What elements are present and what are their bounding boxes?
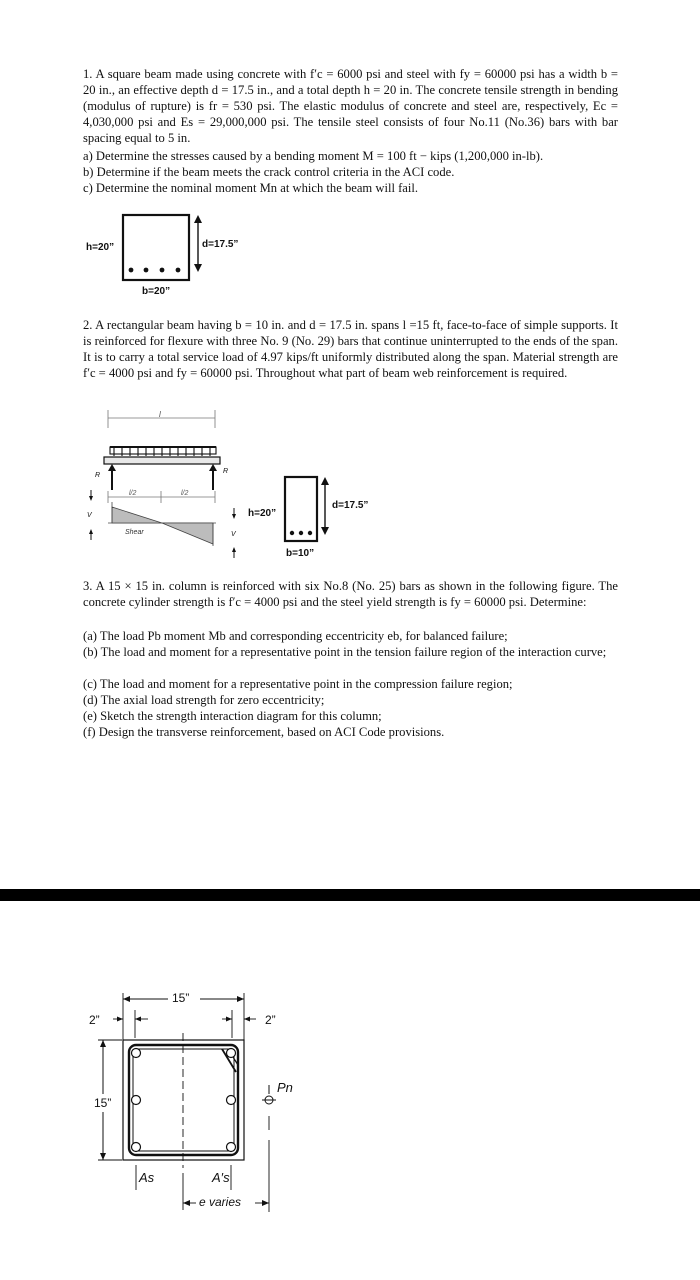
fig1-d-label: d=17.5”: [202, 239, 239, 250]
column-left-cover-label: 2”: [89, 1013, 100, 1027]
problem-2-text: 2. A rectangular beam having b = 10 in. and d = 17.5 in. spans l =15 ft, face-to-face of simple supports. It is reinforced for flexure with three No. 9 (No. 29) bars that continue uninterrupted to the ends of the span. It is to carry a total service load of 4.97 kips/ft uniformly distributed along the span. Material strength are f′c = 4000 psi and fy = 60000 psi. Throughout what part of beam web reinforcement is required.: [83, 318, 618, 380]
fig2-v-right-label: V: [231, 531, 236, 538]
fig2-shear-label: Shear: [125, 529, 144, 536]
fig2-v-left-label: V: [87, 512, 92, 519]
column-e-varies-label: e varies: [199, 1195, 242, 1209]
column-as-label: As: [139, 1170, 155, 1185]
fig1-b-label: b=20”: [142, 286, 171, 297]
problem-1-item-a: a) Determine the stresses caused by a bending moment M = 100 ft − kips (1,200,000 in-lb).: [83, 149, 544, 163]
problem-3-item-e: (e) Sketch the strength interaction diagram for this column;: [83, 709, 382, 723]
fig2-b-label: b=10”: [286, 548, 315, 559]
fig1-h-label: h=20”: [86, 242, 115, 253]
column-height-label: 15”: [94, 1096, 112, 1110]
problem-3-item-c: (c) The load and moment for a representative point in the compression failure region;: [83, 677, 513, 691]
fig2-half-span-label-left: l/2: [129, 490, 137, 497]
fig2-half-span-label-right: l/2: [181, 490, 189, 497]
column-width-label: 15”: [172, 991, 190, 1005]
problem-3-item-d: (d) The axial load strength for zero eccentricity;: [83, 693, 325, 707]
fig2-d-label: d=17.5”: [332, 500, 369, 511]
problem-3-item-f: (f) Design the transverse reinforcement, based on ACI Code provisions.: [83, 725, 445, 739]
problem-1-item-c: c) Determine the nominal moment Mn at which the beam will fail.: [83, 181, 419, 195]
column-as-prime-label: A′s: [212, 1170, 230, 1185]
fig2-reaction-left-label: R: [95, 472, 101, 479]
problem-1-item-b: b) Determine if the beam meets the crack control criteria in the ACI code.: [83, 165, 455, 179]
problem-3-item-b: (b) The load and moment for a representative point in the tension failure region of the interaction curve;: [83, 645, 607, 659]
problem-1-text: 1. A square beam made using concrete with f′c = 6000 psi and steel with fy = 60000 psi has a width b = 20 in., an effective depth d = 17.5 in., and a total depth h = 20 in. The concrete tensile strength in bending (modulus of rupture) is fr = 530 psi. The elastic modulus of concrete and steel are, respectively, Ec = 4,030,000 psi and Es = 29,000,000 psi. The tensile steel consists of four No.11 (No.36) bars with bar spacing equal to 5 in.: [83, 67, 618, 145]
fig2-reaction-right-label: R: [223, 468, 229, 475]
column-pn-label: Pn: [277, 1080, 293, 1095]
fig2-h-label: h=20”: [248, 508, 277, 519]
column-right-cover-label: 2”: [265, 1013, 276, 1027]
problem-3-item-a: (a) The load Pb moment Mb and corresponding eccentricity eb, for balanced failure;: [83, 629, 508, 643]
fig2-span-label: l: [159, 410, 161, 419]
problem-3-text: 3. A 15 × 15 in. column is reinforced with six No.8 (No. 25) bars as shown in the following figure. The concrete cylinder strength is f′c = 4000 psi and the steel yield strength is fy = 60000 psi. Determine:: [83, 579, 618, 609]
